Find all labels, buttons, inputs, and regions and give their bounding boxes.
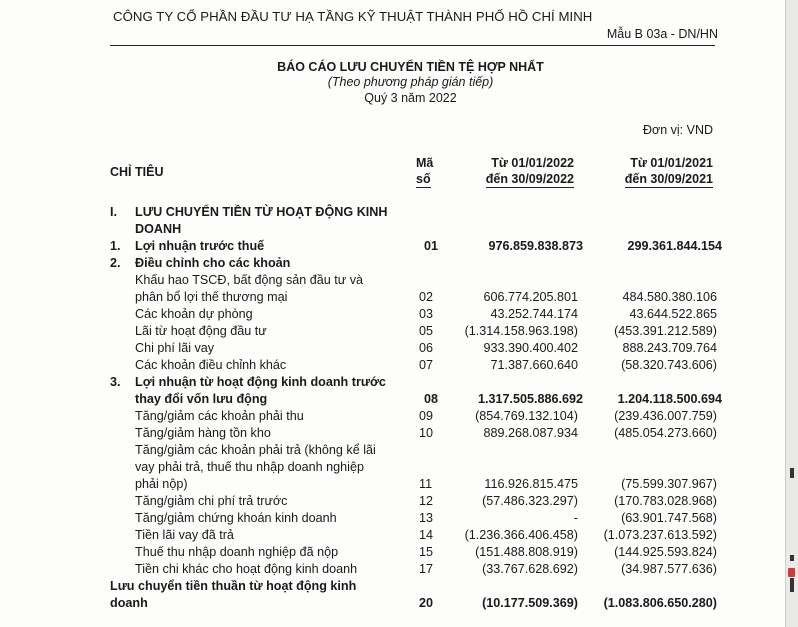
row-value-2021: (453.391.212.589) — [614, 324, 717, 338]
row-value-2022 — [459, 272, 578, 289]
row-value-2022: (57.486.323.297) — [482, 494, 578, 508]
row-number: I. — [110, 205, 117, 219]
row-value-2022: (854.769.132.104) — [475, 409, 578, 423]
row-code: 10 — [419, 426, 434, 440]
row-value-2022: 71.387.660.640 — [490, 358, 578, 372]
row-value-2021: (58.320.743.606) — [621, 358, 717, 372]
table-row — [0, 340, 798, 357]
row-code — [419, 459, 459, 476]
row-value-2021: (75.599.307.967) — [621, 477, 717, 491]
row-number: 1. — [110, 239, 121, 253]
table-row — [0, 544, 798, 561]
edge-mark — [790, 468, 794, 478]
report-period: Quý 3 năm 2022 — [364, 91, 457, 105]
table-row — [0, 425, 798, 442]
row-code: 01 — [424, 239, 439, 253]
row-label: Các khoản điều chỉnh khác — [135, 358, 287, 372]
table-row — [0, 476, 798, 493]
table-row — [0, 459, 798, 476]
code-header-line2: số — [416, 172, 431, 186]
table-row — [0, 289, 798, 306]
row-code: 05 — [419, 324, 434, 338]
row-number: 2. — [110, 256, 121, 270]
row-label: Tiền lãi vay đã trả — [135, 528, 234, 542]
column-header-2021 — [598, 155, 713, 188]
column-header-2022 — [455, 155, 574, 188]
row-value-2022 — [459, 578, 578, 595]
row-code — [419, 578, 459, 595]
header-divider — [110, 45, 715, 46]
row-value-2022 — [459, 459, 578, 476]
row-label: Tăng/giảm chi phí trả trước — [135, 494, 288, 508]
row-label: Các khoản dự phòng — [135, 307, 253, 321]
code-header-line1: Mã — [416, 156, 434, 170]
table-row — [0, 408, 798, 425]
row-label: Chi phí lãi vay — [135, 341, 215, 355]
company-name: CÔNG TY CỔ PHẦN ĐẦU TƯ HẠ TẦNG KỸ THUẬT THÀNH PHỐ HỒ CHÍ MINH — [113, 9, 593, 24]
row-value-2021: (1.073.237.613.592) — [603, 528, 717, 542]
row-value-2021: (170.783.028.968) — [614, 494, 717, 508]
row-code: 02 — [419, 290, 434, 304]
row-code: 17 — [419, 562, 434, 576]
row-code — [419, 272, 459, 289]
row-code: 20 — [419, 596, 434, 610]
form-number: Mẫu B 03a - DN/HN — [606, 27, 718, 41]
row-code: 03 — [419, 307, 434, 321]
row-label: Lãi từ hoạt động đầu tư — [135, 324, 267, 338]
row-code: 08 — [424, 392, 439, 406]
row-value-2022: (1.236.366.406.458) — [464, 528, 578, 542]
table-row — [0, 595, 798, 612]
row-label: thay đổi vốn lưu động — [135, 392, 268, 406]
row-label: Tăng/giảm các khoản phải thu — [135, 409, 304, 423]
row-value-2022: 1.317.505.886.692 — [477, 392, 583, 406]
table-row — [0, 255, 798, 272]
row-number: 3. — [110, 375, 121, 389]
row-value-2021 — [583, 255, 722, 272]
row-value-2021: (144.925.593.824) — [614, 545, 717, 559]
column-header-code — [416, 155, 444, 188]
row-code: 09 — [419, 409, 434, 423]
row-code — [424, 204, 464, 238]
row-label: Tăng/giảm các khoản phải trả (không kể lãi — [135, 443, 376, 457]
table-row — [0, 561, 798, 578]
row-label: phân bổ lợi thế thương mại — [135, 290, 288, 304]
row-label: Khấu hao TSCĐ, bất động sản đầu tư và — [135, 273, 364, 287]
row-label: Thuế thu nhập doanh nghiệp đã nộp — [135, 545, 339, 559]
row-value-2022: 43.252.744.174 — [490, 307, 578, 321]
table-row — [0, 374, 798, 391]
row-label: Lợi nhuận từ hoạt động kinh doanh trước — [135, 375, 386, 389]
row-number — [110, 391, 135, 408]
row-code: 06 — [419, 341, 434, 355]
row-code — [419, 442, 459, 459]
row-label: Điều chỉnh cho các khoản — [135, 256, 291, 270]
row-value-2022: 933.390.400.402 — [483, 341, 578, 355]
red-stamp-mark — [788, 568, 795, 577]
row-value-2022 — [464, 204, 583, 238]
row-value-2021: (63.901.747.568) — [621, 511, 717, 525]
table-row — [0, 391, 798, 408]
row-value-2021 — [578, 272, 717, 289]
row-code: 14 — [419, 528, 434, 542]
page-edge — [785, 0, 798, 627]
row-value-2021: 1.204.118.500.694 — [617, 392, 722, 406]
cash-flow-table — [0, 204, 798, 612]
edge-mark — [790, 555, 794, 561]
row-value-2021: 888.243.709.764 — [622, 341, 717, 355]
row-value-2021: (485.054.273.660) — [614, 426, 717, 440]
row-label: phải nộp) — [135, 477, 188, 491]
table-row — [0, 493, 798, 510]
table-row — [0, 204, 798, 238]
row-code: 11 — [419, 477, 433, 491]
row-code — [424, 374, 464, 391]
col1-header-line1: Từ 01/01/2022 — [491, 156, 574, 170]
row-value-2021 — [578, 459, 717, 476]
row-label: Tiền chi khác cho hoạt động kinh doanh — [135, 562, 358, 576]
table-row — [0, 323, 798, 340]
col1-header-line2: đến 30/09/2022 — [485, 172, 574, 186]
row-label: vay phải trả, thuế thu nhập doanh nghiệp — [135, 460, 364, 474]
row-value-2022 — [464, 255, 583, 272]
row-value-2022: - — [573, 511, 578, 525]
row-value-2022 — [459, 442, 578, 459]
table-row — [0, 578, 798, 595]
report-title: BÁO CÁO LƯU CHUYỂN TIỀN TỆ HỢP NHẤT — [277, 60, 544, 74]
report-subtitle: (Theo phương pháp gián tiếp) — [327, 75, 494, 89]
row-value-2022: (1.314.158.963.198) — [464, 324, 578, 338]
row-value-2022: 606.774.205.801 — [483, 290, 578, 304]
table-row — [0, 238, 798, 255]
row-value-2021: 299.361.844.154 — [627, 239, 722, 253]
row-label: Lợi nhuận trước thuế — [135, 239, 265, 253]
row-label: Tăng/giảm chứng khoán kinh doanh — [135, 511, 337, 525]
table-row — [0, 442, 798, 459]
row-value-2021 — [578, 442, 717, 459]
row-value-2022: (33.767.628.692) — [482, 562, 578, 576]
edge-mark — [790, 578, 794, 592]
row-label: LƯU CHUYỂN TIỀN TỪ HOẠT ĐỘNG KINH DOANH — [135, 205, 388, 236]
row-value-2022: (151.488.808.919) — [475, 545, 578, 559]
row-value-2021: 484.580.380.106 — [622, 290, 717, 304]
row-value-2021: (239.436.007.759) — [614, 409, 717, 423]
row-value-2021 — [583, 374, 722, 391]
row-value-2021: 43.644.522.865 — [629, 307, 717, 321]
row-code: 12 — [419, 494, 434, 508]
table-row — [0, 527, 798, 544]
row-value-2022: (10.177.509.369) — [482, 596, 578, 610]
row-code: 13 — [419, 511, 434, 525]
row-label: Lưu chuyển tiền thuần từ hoạt động kinh — [110, 579, 357, 593]
table-row — [0, 510, 798, 527]
row-label: Tăng/giảm hàng tồn kho — [135, 426, 271, 440]
table-row — [0, 306, 798, 323]
col2-header-line1: Từ 01/01/2021 — [630, 156, 713, 170]
row-value-2022 — [464, 374, 583, 391]
row-label: doanh — [110, 596, 148, 610]
table-row — [0, 272, 798, 289]
row-code: 15 — [419, 545, 434, 559]
row-value-2021: (34.987.577.636) — [621, 562, 717, 576]
row-value-2022: 976.859.838.873 — [488, 239, 583, 253]
column-header-item: CHỈ TIÊU — [110, 165, 164, 179]
currency-unit: Đơn vị: VND — [642, 123, 713, 137]
row-value-2022: 116.926.815.475 — [484, 477, 578, 491]
col2-header-line2: đến 30/09/2021 — [624, 172, 713, 186]
row-code — [424, 255, 464, 272]
row-value-2021 — [578, 578, 717, 595]
row-value-2022: 889.268.087.934 — [483, 426, 578, 440]
row-code: 07 — [419, 358, 434, 372]
row-value-2021 — [583, 204, 722, 238]
row-value-2021: (1.083.806.650.280) — [603, 596, 717, 610]
table-row — [0, 357, 798, 374]
